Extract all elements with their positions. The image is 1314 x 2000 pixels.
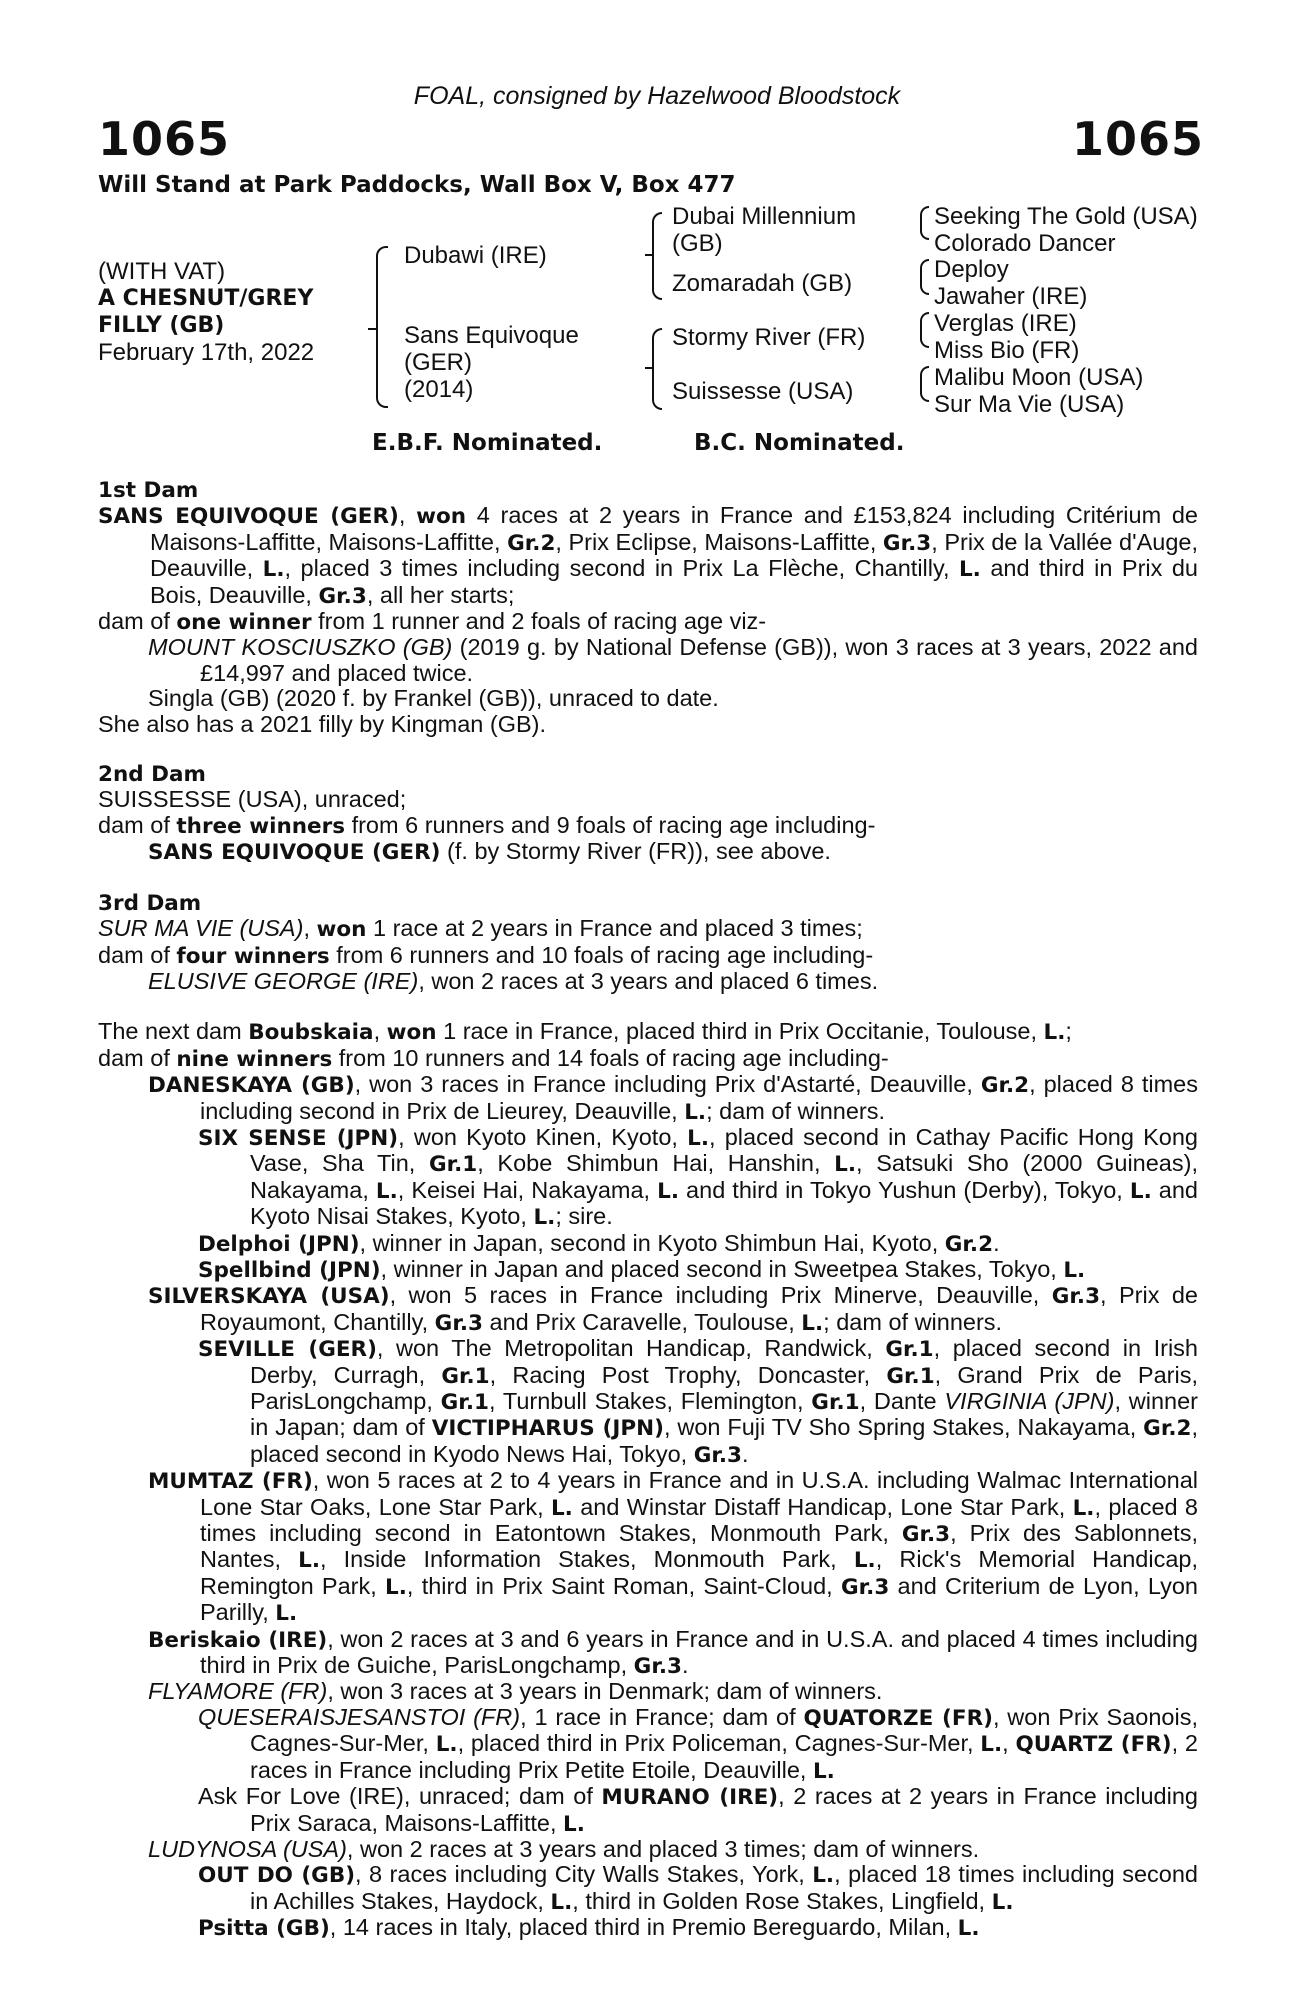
produce-entry: Ask For Love (IRE), unraced; dam of MURANO (IRE), 2 races at 2 years in France including Prix Saraca, Maisons-Laffitte, L.	[198, 1783, 1198, 1837]
first-dam-record: SANS EQUIVOQUE (GER), won 4 races at 2 years in France and £153,824 including Critérium de Maisons-Laffitte, Maisons-Laffitte, Gr.2, Prix Eclipse, Maisons-Laffitte, Gr.3, Prix de la Vallée d'Auge, Deauville, L., placed 3 times including second in Prix La Flèche, Chantilly, L. and third in Prix du Bois, Deauville, Gr.3, all her starts;	[98, 502, 1199, 609]
produce-entry: MOUNT KOSCIUSZKO (GB) (2019 g. by National Defense (GB)), won 3 races at 3 years, 2022 and £14,997 and placed twice.	[148, 634, 1198, 686]
gen3-ds: Verglas (IRE) Miss Bio (FR)	[934, 310, 1080, 364]
third-dam-record: SUR MA VIE (USA), won 1 race at 2 years in France and placed 3 times;	[98, 915, 863, 943]
ebf-nominated: E.B.F. Nominated.	[372, 430, 603, 456]
second-dam-summary: dam of three winners from 6 runners and 9 foals of racing age including-	[98, 811, 876, 839]
produce-entry: SILVERSKAYA (USA), won 5 races in France including Prix Minerve, Deauville, Gr.3, Prix de Royaumont, Chantilly, Gr.3 and Prix Caravelle, Toulouse, L.; dam of winners.	[148, 1282, 1198, 1336]
sires-sire: Dubai Millennium (GB)	[672, 203, 857, 257]
foal-sex-line: FILLY (GB)	[98, 313, 225, 338]
pedigree-brace-sire	[652, 212, 662, 300]
produce-entry: ELUSIVE GEORGE (IRE), won 2 races at 3 years and placed 6 times.	[148, 967, 879, 994]
foal-dob: February 17th, 2022	[98, 339, 315, 366]
produce-entry: She also has a 2021 filly by Kingman (GB).	[98, 710, 547, 737]
produce-entry: Spellbind (JPN), winner in Japan and placed second in Sweetpea Stakes, Tokyo, L.	[198, 1255, 1086, 1283]
consignment-line: FOAL, consigned by Hazelwood Bloodstock	[413, 82, 901, 110]
produce-entry: QUESERAISJESANSTOI (FR), 1 race in France; dam of QUATORZE (FR), won Prix Saonois, Cagnes-Sur-Mer, L., placed third in Prix Policeman, Cagnes-Sur-Mer, L., QUARTZ (FR), 2 races in France including Prix Petite Etoile, Deauville, L.	[198, 1703, 1198, 1784]
sire-name: Dubawi (IRE)	[404, 242, 547, 269]
foal-description	[98, 258, 314, 366]
produce-entry: LUDYNOSA (USA), won 2 races at 3 years and placed 3 times; dam of winners.	[148, 1835, 980, 1862]
second-dam-heading: 2nd Dam	[98, 762, 206, 788]
foal-colour-line: A CHESNUT/GREY	[98, 286, 314, 311]
produce-entry: Beriskaio (IRE), won 2 races at 3 and 6 years in France and in U.S.A. and placed 4 times including third in Prix de Guiche, ParisLongchamp, Gr.3.	[148, 1625, 1198, 1680]
first-dam-summary: dam of one winner from 1 runner and 2 foals of racing age viz-	[98, 608, 767, 636]
next-dam-record: The next dam Boubskaia, won 1 race in France, placed third in Prix Occitanie, Toulouse, L.;	[98, 1018, 1072, 1046]
pedigree-brace-dam	[652, 328, 662, 410]
second-dam-record: SUISSESSE (USA), unraced;	[98, 786, 407, 813]
vat-note: (WITH VAT)	[98, 258, 226, 285]
pedigree-brace-gen1	[376, 246, 388, 408]
dams-dam: Suissesse (USA)	[672, 378, 854, 405]
lot-number-right: 1065	[1071, 112, 1204, 166]
next-dam-summary: dam of nine winners from 10 runners and 14 foals of racing age including-	[98, 1044, 889, 1072]
produce-entry: SANS EQUIVOQUE (GER) (f. by Stormy River (FR)), see above.	[148, 838, 831, 866]
dam-name: Sans Equivoque (GER) (2014)	[404, 322, 579, 403]
sires-dam: Zomaradah (GB)	[672, 270, 853, 297]
produce-entry: Delphoi (JPN), winner in Japan, second in Kyoto Shimbun Hai, Kyoto, Gr.2.	[198, 1229, 1000, 1257]
third-dam-heading: 3rd Dam	[98, 890, 202, 916]
produce-entry: Singla (GB) (2020 f. by Frankel (GB)), unraced to date.	[148, 685, 719, 712]
stand-location: Will Stand at Park Paddocks, Wall Box V, Box 477	[98, 172, 736, 198]
gen3-ss: Seeking The Gold (USA) Colorado Dancer	[934, 203, 1198, 257]
bc-nominated: B.C. Nominated.	[694, 430, 905, 456]
third-dam-summary: dam of four winners from 6 runners and 10 foals of racing age including-	[98, 941, 874, 969]
gen3-dd: Malibu Moon (USA) Sur Ma Vie (USA)	[934, 364, 1144, 418]
produce-entry: DANESKAYA (GB), won 3 races in France including Prix d'Astarté, Deauville, Gr.2, placed 8 times including second in Prix de Lieurey, Deauville, L.; dam of winners.	[148, 1071, 1198, 1125]
produce-entry: FLYAMORE (FR), won 3 races at 3 years in Denmark; dam of winners.	[148, 1678, 883, 1705]
produce-entry: SIX SENSE (JPN), won Kyoto Kinen, Kyoto, L., placed second in Cathay Pacific Hong Kong Vase, Sha Tin, Gr.1, Kobe Shimbun Hai, Hanshin, L., Satsuki Sho (2000 Guineas), Nakayama, L., Keisei Hai, Nakayama, L. and third in Tokyo Yushun (Derby), Tokyo, L. and Kyoto Nisai Stakes, Kyoto, L.; sire.	[198, 1123, 1199, 1231]
produce-entry: Psitta (GB), 14 races in Italy, placed third in Premio Bereguardo, Milan, L.	[198, 1914, 980, 1942]
produce-entry: MUMTAZ (FR), won 5 races at 2 to 4 years in France and in U.S.A. including Walmac International Lone Star Oaks, Lone Star Park, L. and Winstar Distaff Handicap, Lone Star Park, L., placed 8 times including second in Eatontown Stakes, Monmouth Park, Gr.3, Prix des Sablonnets, Nantes, L., Inside Information Stakes, Monmouth Park, L., Rick's Memorial Handicap, Remington Park, L., third in Prix Saint Roman, Saint-Cloud, Gr.3 and Criterium de Lyon, Lyon Parilly, L.	[148, 1467, 1198, 1627]
dams-sire: Stormy River (FR)	[672, 324, 866, 351]
first-dam-heading: 1st Dam	[98, 478, 199, 503]
produce-entry: OUT DO (GB), 8 races including City Walls Stakes, York, L., placed 18 times including second in Achilles Stakes, Haydock, L., third in Golden Rose Stakes, Lingfield, L.	[198, 1861, 1198, 1915]
gen3-sd: Deploy Jawaher (IRE)	[934, 256, 1088, 310]
dam-produce-record	[98, 478, 1198, 1942]
produce-entry: SEVILLE (GER), won The Metropolitan Handicap, Randwick, Gr.1, placed second in Irish Derby, Curragh, Gr.1, Racing Post Trophy, Doncaster, Gr.1, Grand Prix de Paris, ParisLongchamp, Gr.1, Turnbull Stakes, Flemington, Gr.1, Dante VIRGINIA (JPN), winner in Japan; dam of VICTIPHARUS (JPN), won Fuji TV Sho Spring Stakes, Nakayama, Gr.2, placed second in Kyodo News Hai, Tokyo, Gr.3.	[198, 1335, 1199, 1468]
lot-number-left: 1065	[98, 112, 231, 166]
